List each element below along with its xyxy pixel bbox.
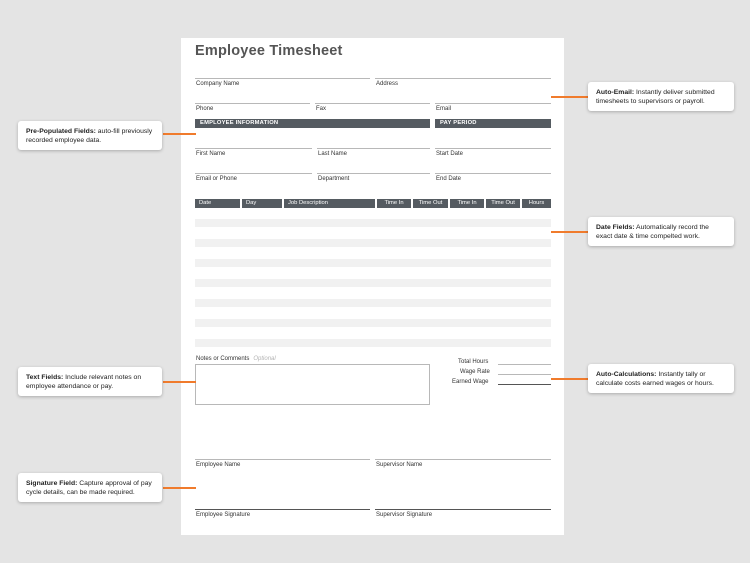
callout-signature-title: Signature Field: [26, 480, 78, 487]
email-or-phone-label: Email or Phone [196, 176, 238, 182]
employee-signature-label: Employee Signature [196, 512, 251, 518]
callout-auto-calc-title: Auto-Calculations: [596, 371, 657, 378]
total-hours-field[interactable] [498, 364, 551, 365]
callout-prepopulated-text: auto-fill previously recorded employee data. [26, 128, 153, 144]
pay-period-header: PAY PERIOD [435, 119, 551, 128]
auto-calc-connector [551, 378, 588, 380]
fax-line[interactable] [315, 103, 430, 104]
phone-label: Phone [196, 106, 214, 112]
callout-auto-calc-text: Instantly tally or calculate costs earned wages or hours. [596, 371, 714, 387]
department-label: Department [318, 176, 350, 182]
column-header-date: Date [195, 199, 240, 208]
callout-auto-email-title: Auto-Email: [596, 89, 635, 96]
column-header-time-out-1: Time Out [413, 199, 448, 208]
wage-rate-field[interactable] [498, 374, 551, 375]
prepopulated-connector [163, 133, 196, 135]
employee-name-line[interactable] [195, 459, 370, 460]
phone-line[interactable] [195, 103, 310, 104]
fax-label: Fax [316, 106, 327, 112]
callout-prepopulated-title: Pre-Populated Fields: [26, 128, 96, 135]
supervisor-signature-line[interactable] [375, 509, 551, 510]
wage-rate-label: Wage Rate [460, 369, 490, 375]
callout-prepopulated-fields [18, 121, 162, 150]
start-date-line[interactable] [435, 148, 551, 149]
notes-optional-hint: Optional [253, 356, 276, 362]
column-header-day: Day [242, 199, 282, 208]
table-row[interactable] [195, 259, 551, 267]
start-date-label: Start Date [436, 151, 464, 157]
callout-auto-email [588, 82, 734, 111]
address-label: Address [376, 81, 399, 87]
callout-text-fields [18, 367, 162, 396]
last-name-line[interactable] [317, 148, 430, 149]
form-title: Employee Timesheet [195, 43, 343, 59]
earned-wage-field[interactable] [498, 384, 551, 385]
column-header-job-description: Job Description [284, 199, 375, 208]
notes-label: Notes or Comments Optional [196, 356, 276, 362]
table-row[interactable] [195, 299, 551, 307]
column-header-time-out-2: Time Out [486, 199, 520, 208]
first-name-line[interactable] [195, 148, 312, 149]
total-hours-label: Total Hours [458, 359, 489, 365]
date-fields-connector [551, 231, 588, 233]
callout-date-fields-text: Automatically record the exact date & time compelted work. [596, 224, 709, 240]
employee-signature-line[interactable] [195, 509, 370, 510]
callout-date-fields-title: Date Fields: [596, 224, 635, 231]
column-header-time-in-2: Time In [450, 199, 484, 208]
address-line[interactable] [375, 78, 551, 79]
text-fields-connector [163, 381, 196, 383]
callout-signature-text: Capture approval of pay cycle details, can be made required. [26, 480, 152, 496]
table-row[interactable] [195, 219, 551, 227]
supervisor-name-label: Supervisor Name [376, 462, 423, 468]
column-header-time-in-1: Time In [377, 199, 411, 208]
supervisor-signature-label: Supervisor Signature [376, 512, 433, 518]
employee-name-label: Employee Name [196, 462, 241, 468]
callout-auto-calculations [588, 364, 734, 393]
notes-textarea[interactable] [195, 364, 430, 405]
end-date-line[interactable] [435, 173, 551, 174]
column-header-hours: Hours [522, 199, 551, 208]
first-name-label: First Name [196, 151, 226, 157]
earned-wage-label: Earned Wage [452, 379, 489, 385]
table-row[interactable] [195, 279, 551, 287]
employee-information-header: EMPLOYEE INFORMATION [195, 119, 430, 128]
callout-date-fields [588, 217, 734, 246]
last-name-label: Last Name [318, 151, 348, 157]
company-name-label: Company Name [196, 81, 240, 87]
email-line[interactable] [435, 103, 551, 104]
email-label: Email [436, 106, 452, 112]
department-line[interactable] [317, 173, 430, 174]
signature-connector [163, 487, 196, 489]
email-or-phone-line[interactable] [195, 173, 312, 174]
callout-signature-field [18, 473, 162, 502]
callout-auto-email-text: Instantly deliver submitted timesheets to supervisors or payroll. [596, 89, 715, 105]
table-row[interactable] [195, 319, 551, 327]
supervisor-name-line[interactable] [375, 459, 551, 460]
table-row[interactable] [195, 339, 551, 347]
end-date-label: End Date [436, 176, 462, 182]
auto-email-connector [551, 96, 588, 98]
callout-text-fields-text: Include relevant notes on employee attendance or pay. [26, 374, 142, 390]
company-name-line[interactable] [195, 78, 370, 79]
callout-text-fields-title: Text Fields: [26, 374, 64, 381]
table-row[interactable] [195, 239, 551, 247]
